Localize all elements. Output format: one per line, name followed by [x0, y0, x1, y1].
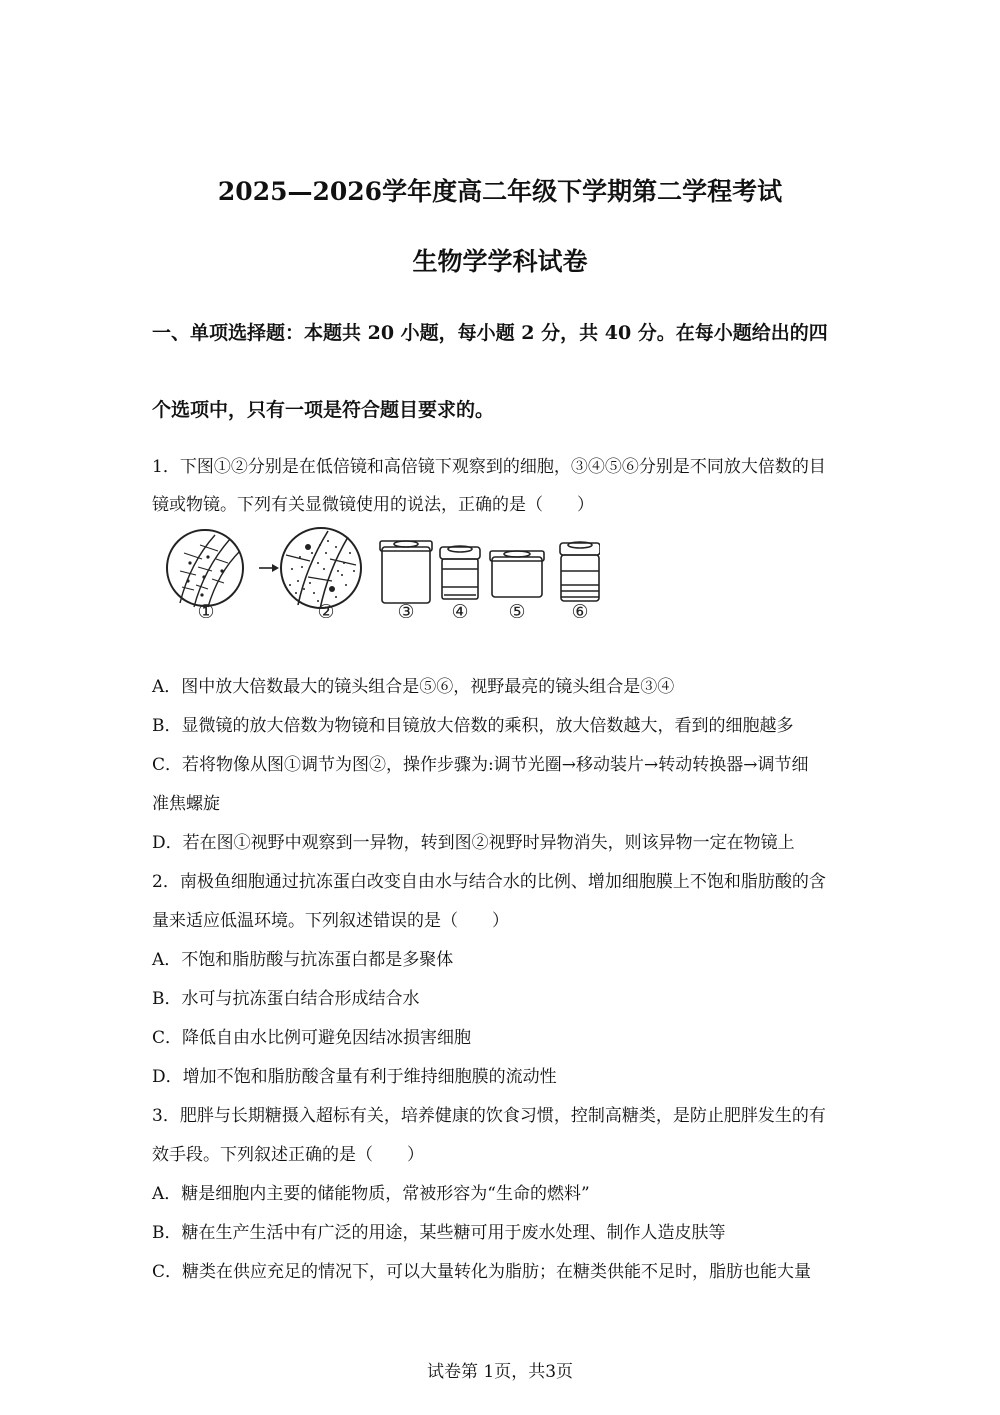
- q1-option-c-line2: 准焦螺旋: [152, 794, 220, 814]
- objective-lens-6: [560, 542, 600, 601]
- figure-label-2: ②: [317, 601, 335, 618]
- q1-option-c-line1: C．若将物像从图①调节为图②，操作步骤为:调节光圈→移动装片→转动转换器→调节细: [152, 755, 809, 775]
- q1-stem-line2: 镜或物镜。下列有关显微镜使用的说法，正确的是（ ）: [152, 495, 594, 515]
- q2-option-a: A．不饱和脂肪酸与抗冻蛋白都是多聚体: [152, 950, 454, 970]
- figure-label-5: ⑤: [508, 601, 526, 618]
- section-heading-line2: 个选项中，只有一项是符合题目要求的。: [152, 399, 495, 421]
- exam-subtitle: 生物学学科试卷: [412, 247, 588, 276]
- q1-option-b: B．显微镜的放大倍数为物镜和目镜放大倍数的乘积，放大倍数越大，看到的细胞越多: [152, 716, 794, 736]
- q3-option-a: A．糖是细胞内主要的储能物质，常被形容为“生命的燃料”: [152, 1184, 590, 1204]
- figure-label-1: ①: [197, 601, 215, 618]
- q2-stem-line1: 2．南极鱼细胞通过抗冻蛋白改变自由水与结合水的比例、增加细胞膜上不饱和脂肪酸的含: [152, 872, 826, 892]
- figure-label-3: ③: [397, 601, 415, 618]
- q2-option-d: D．增加不饱和脂肪酸含量有利于维持细胞膜的流动性: [152, 1067, 557, 1087]
- q1-stem-line1: 1．下图①②分别是在低倍镜和高倍镜下观察到的细胞，③④⑤⑥分别是不同放大倍数的目: [152, 457, 826, 477]
- q1-option-a: A．图中放大倍数最大的镜头组合是⑤⑥，视野最亮的镜头组合是③④: [152, 677, 675, 697]
- q3-option-b: B．糖在生产生活中有广泛的用途，某些糖可用于废水处理、制作人造皮肤等: [152, 1223, 726, 1243]
- q3-option-c: C．糖类在供应充足的情况下，可以大量转化为脂肪；在糖类供能不足时，脂肪也能大量: [152, 1262, 812, 1282]
- high-power-view: [281, 528, 361, 609]
- low-power-view: [167, 530, 243, 607]
- figure-label-4: ④: [451, 601, 469, 618]
- eyepiece-lens-5: [490, 551, 544, 597]
- q1-option-d: D．若在图①视野中观察到一异物，转到图②视野时异物消失，则该异物一定在物镜上: [152, 833, 795, 853]
- page-footer: 试卷第 1页，共3页: [426, 1362, 574, 1382]
- q2-option-c: C．降低自由水比例可避免因结冰损害细胞: [152, 1028, 472, 1048]
- q3-stem-line1: 3．肥胖与长期糖摄入超标有关，培养健康的饮食习惯，控制高糖类，是防止肥胖发生的有: [152, 1106, 826, 1126]
- q2-option-b: B．水可与抗冻蛋白结合形成结合水: [152, 989, 420, 1009]
- q3-stem-line2: 效手段。下列叙述正确的是（ ）: [152, 1145, 424, 1165]
- eyepiece-lens-3: [380, 541, 432, 603]
- section-heading-line1: 一、单项选择题：本题共 20 小题，每小题 2 分，共 40 分。在每小题给出的四: [152, 322, 828, 344]
- q2-stem-line2: 量来适应低温环境。下列叙述错误的是（ ）: [152, 911, 509, 931]
- exam-title: 2025—2026学年度高二年级下学期第二学程考试: [217, 177, 783, 206]
- arrow-icon: [259, 564, 279, 572]
- objective-lens-4: [440, 546, 480, 599]
- microscope-figure: [160, 523, 600, 648]
- figure-label-6: ⑥: [571, 601, 589, 618]
